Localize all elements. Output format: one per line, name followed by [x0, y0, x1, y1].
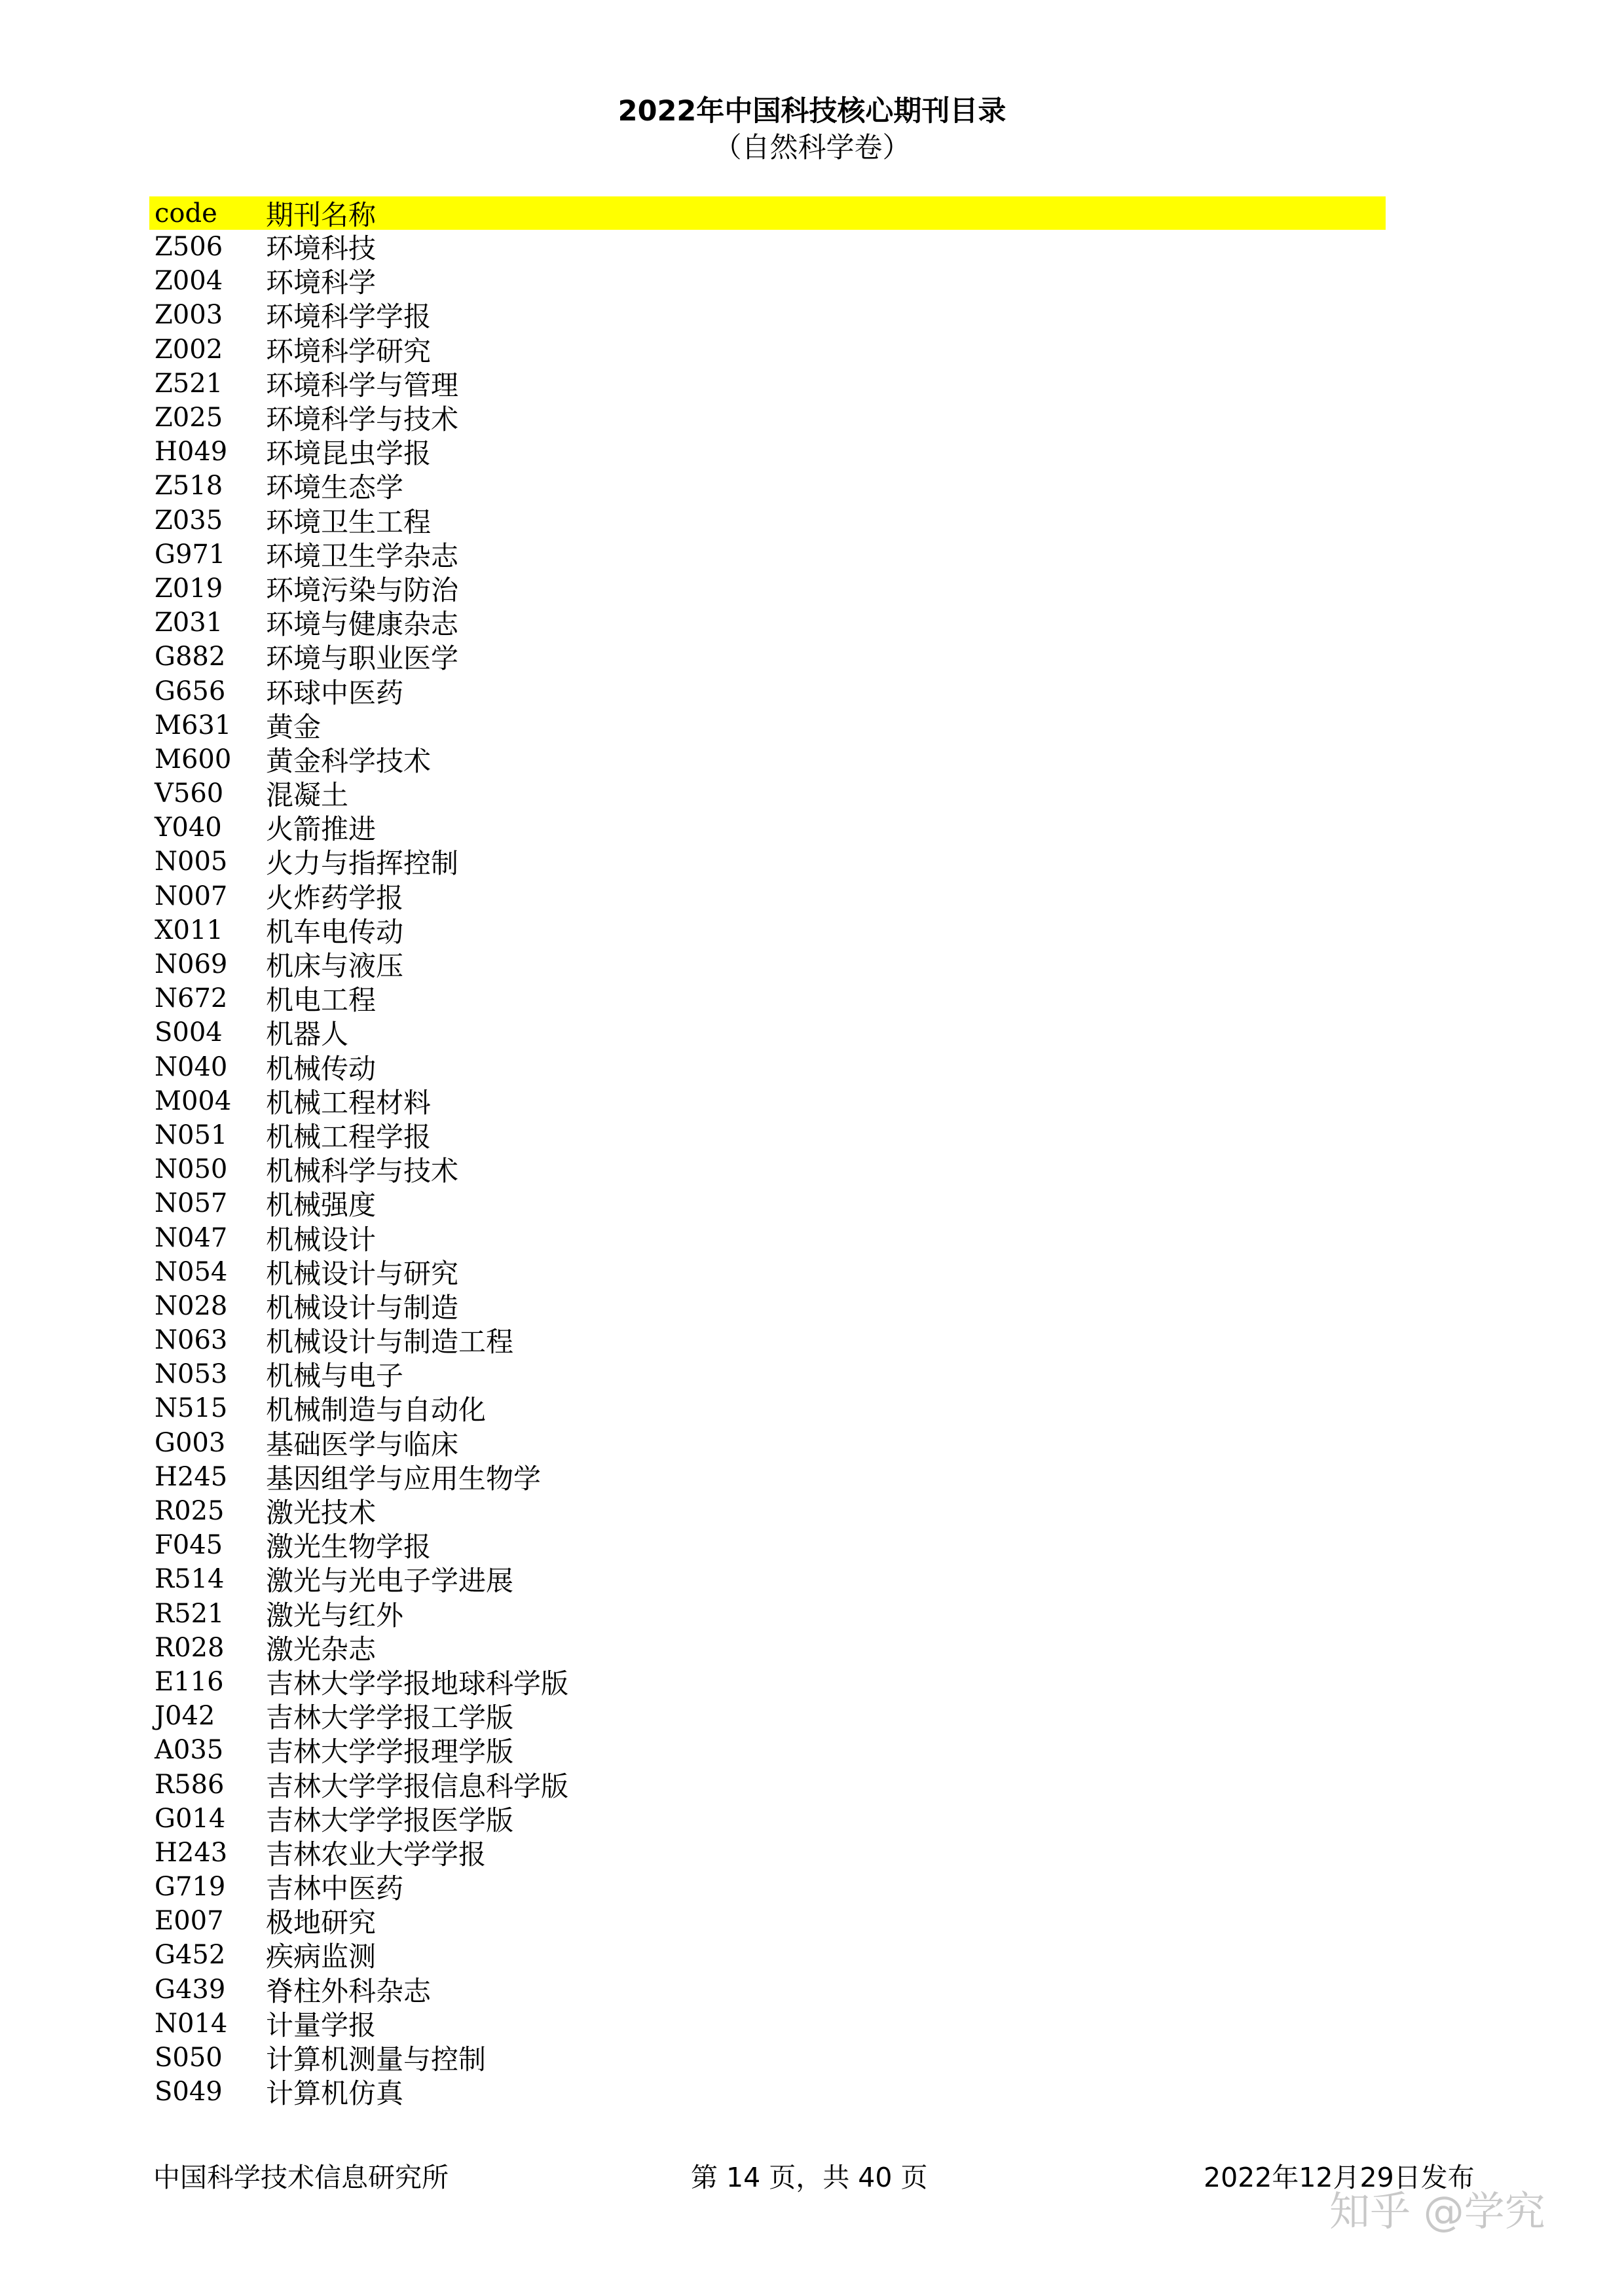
watermark: 知乎 @学究 [1329, 2187, 1545, 2235]
journal-name: 混凝土 [266, 779, 349, 812]
journal-name: 环境科学与技术 [266, 403, 459, 436]
table-row [149, 1562, 1386, 1596]
journal-code: Z035 [155, 505, 223, 536]
journal-name: 火炸药学报 [266, 881, 404, 914]
journal-name: 吉林大学学报理学版 [266, 1736, 514, 1768]
journal-name: 环境与职业医学 [266, 642, 459, 675]
journal-code: N063 [155, 1325, 228, 1356]
journal-name: 机械科学与技术 [266, 1155, 459, 1188]
journal-name: 机械制造与自动化 [266, 1394, 487, 1427]
table-row [149, 1118, 1386, 1152]
journal-code: N040 [155, 1051, 228, 1082]
table-row [149, 1767, 1386, 1801]
journal-name: 环球中医药 [266, 676, 404, 709]
journal-code: N014 [155, 2008, 228, 2039]
table-row [149, 1357, 1386, 1391]
journal-code: N069 [155, 949, 228, 980]
journal-name: 吉林农业大学学报 [266, 1838, 487, 1870]
journal-name: 机械强度 [266, 1189, 377, 1222]
journal-code: G882 [155, 642, 226, 672]
journal-code: F045 [155, 1530, 223, 1561]
table-row [149, 1528, 1386, 1562]
table-row [149, 1323, 1386, 1357]
table-row [149, 845, 1386, 879]
journal-name: 环境科学学报 [266, 301, 432, 333]
table-row [149, 947, 1386, 981]
footer-page-info: 第 14 页，共 40 页 [691, 2162, 928, 2193]
journal-code: Z518 [155, 471, 223, 501]
journal-name: 激光技术 [266, 1497, 377, 1529]
journal-code: A035 [155, 1735, 224, 1766]
table-row [149, 1050, 1386, 1084]
journal-code: Z506 [155, 232, 223, 263]
table-row [149, 776, 1386, 811]
table-row [149, 1289, 1386, 1323]
journal-code: S049 [155, 2077, 223, 2107]
table-row [149, 1973, 1386, 2007]
journal-name: 机电工程 [266, 984, 377, 1017]
journal-code: G719 [155, 1872, 226, 1903]
journal-name: 机械与电子 [266, 1360, 404, 1393]
journal-name: 环境卫生工程 [266, 505, 432, 538]
table-row [149, 1665, 1386, 1699]
table-row [149, 1699, 1386, 1733]
journal-code: Z003 [155, 300, 223, 331]
journal-name: 激光与光电子学进展 [266, 1565, 514, 1597]
table-row [149, 2041, 1386, 2075]
table-header-row [149, 196, 1386, 230]
journal-code: S004 [155, 1017, 223, 1048]
journal-code: M631 [155, 710, 232, 740]
journal-name: 机械传动 [266, 1052, 377, 1085]
table-row [149, 1015, 1386, 1049]
journal-code: V560 [155, 778, 224, 809]
table-row [149, 1255, 1386, 1289]
journal-code: H245 [155, 1461, 228, 1492]
column-header-journal-name: 期刊名称 [266, 198, 377, 231]
journal-code: Z002 [155, 334, 223, 365]
footer-publish-date: 2022年12月29日发布 [1204, 2162, 1475, 2193]
journal-name: 环境科技 [266, 232, 377, 265]
table-row [149, 333, 1386, 367]
journal-name: 黄金 [266, 710, 322, 743]
journal-name: 机械设计 [266, 1223, 377, 1256]
journal-name: 脊柱外科杂志 [266, 1975, 432, 2007]
journal-name: 环境与健康杂志 [266, 608, 459, 641]
table-row [149, 606, 1386, 640]
journal-code: R028 [155, 1632, 225, 1663]
table-row [149, 435, 1386, 469]
table-row [149, 1802, 1386, 1836]
journal-code: N054 [155, 1256, 228, 1287]
table-row [149, 503, 1386, 538]
journal-name: 极地研究 [266, 1906, 377, 1939]
table-row [149, 879, 1386, 913]
journal-code: G003 [155, 1427, 226, 1458]
table-row [149, 298, 1386, 332]
journal-code: N047 [155, 1222, 228, 1253]
footer-institution: 中国科学技术信息研究所 [153, 2162, 449, 2193]
table-row [149, 981, 1386, 1015]
table-row [149, 538, 1386, 572]
table-row [149, 1597, 1386, 1631]
table-row [149, 1904, 1386, 1938]
table-row [149, 708, 1386, 742]
journal-code: M600 [155, 744, 232, 774]
table-row [149, 1870, 1386, 1904]
journal-code: G014 [155, 1803, 226, 1834]
table-row [149, 2007, 1386, 2041]
journal-name: 计量学报 [266, 2009, 377, 2041]
table-row [149, 811, 1386, 845]
journal-code: N051 [155, 1120, 228, 1150]
journal-code: Z004 [155, 266, 223, 297]
table-row [149, 401, 1386, 435]
journal-code: R514 [155, 1564, 225, 1595]
table-row [149, 1836, 1386, 1870]
table-row [149, 367, 1386, 401]
table-row [149, 1460, 1386, 1494]
journal-name: 火箭推进 [266, 813, 377, 846]
journal-name: 计算机仿真 [266, 2077, 404, 2110]
journal-code: S050 [155, 2043, 223, 2073]
column-header-code: code [155, 198, 217, 228]
journal-code: E116 [155, 1666, 224, 1697]
table-row [149, 1186, 1386, 1220]
journal-name: 激光杂志 [266, 1633, 377, 1666]
journal-name: 吉林大学学报工学版 [266, 1702, 514, 1734]
journal-name: 环境科学研究 [266, 335, 432, 367]
table-row [149, 1733, 1386, 1767]
journal-name: 吉林大学学报医学版 [266, 1804, 514, 1836]
table-row [149, 1426, 1386, 1460]
table-row [149, 1152, 1386, 1186]
table-row [149, 1084, 1386, 1118]
journal-name: 机械工程材料 [266, 1086, 432, 1119]
journal-name: 机械设计与制造工程 [266, 1326, 514, 1358]
journal-code: N053 [155, 1359, 228, 1390]
journal-name: 计算机测量与控制 [266, 2043, 487, 2076]
table-row [149, 1631, 1386, 1665]
journal-name: 机器人 [266, 1018, 349, 1051]
table-row [149, 742, 1386, 776]
journal-code: H243 [155, 1837, 228, 1868]
journal-code: G971 [155, 539, 226, 570]
table-row [149, 1391, 1386, 1425]
journal-name: 环境科学与管理 [266, 369, 459, 401]
journal-code: N005 [155, 847, 228, 877]
journal-name: 机床与液压 [266, 950, 404, 983]
table-row [149, 640, 1386, 674]
journal-name: 吉林大学学报地球科学版 [266, 1667, 569, 1700]
journal-code: E007 [155, 1906, 224, 1937]
journal-code: G439 [155, 1974, 226, 2005]
journal-code: Z031 [155, 608, 223, 638]
journal-name: 激光与红外 [266, 1599, 404, 1631]
table-row [149, 913, 1386, 947]
table-body [149, 230, 1386, 2109]
journal-code: H049 [155, 437, 228, 467]
journal-code: R025 [155, 1496, 225, 1527]
journal-name: 基础医学与临床 [266, 1428, 459, 1461]
journal-name: 机车电传动 [266, 915, 404, 948]
journal-name: 机械设计与制造 [266, 1291, 459, 1324]
journal-code: N050 [155, 1154, 228, 1185]
journal-code: Y040 [155, 812, 222, 843]
table-row [149, 674, 1386, 708]
journal-name: 火力与指挥控制 [266, 847, 459, 880]
journal-name: 环境卫生学杂志 [266, 539, 459, 572]
journal-code: R521 [155, 1598, 225, 1629]
journal-name: 基因组学与应用生物学 [266, 1462, 542, 1495]
journal-name: 激光生物学报 [266, 1531, 432, 1563]
table-row [149, 1494, 1386, 1528]
table-row [149, 572, 1386, 606]
journal-code: G656 [155, 676, 226, 706]
journal-name: 机械工程学报 [266, 1120, 432, 1153]
table-row [149, 1220, 1386, 1254]
journal-name: 环境污染与防治 [266, 574, 459, 606]
journal-code: Z025 [155, 403, 223, 433]
journal-name: 环境科学 [266, 266, 377, 299]
journal-name: 疾病监测 [266, 1941, 377, 1973]
journal-name: 吉林中医药 [266, 1872, 404, 1905]
journal-code: N028 [155, 1290, 228, 1321]
table-row [149, 469, 1386, 503]
journal-code: X011 [155, 915, 223, 945]
page-title: 2022年中国科技核心期刊目录 [618, 95, 1006, 128]
journal-code: N057 [155, 1188, 228, 1219]
journal-code: Z019 [155, 573, 223, 604]
table-row [149, 2075, 1386, 2109]
journal-code: G452 [155, 1940, 226, 1971]
journal-name: 机械设计与研究 [266, 1257, 459, 1290]
journal-code: R586 [155, 1769, 225, 1800]
journal-code: N672 [155, 983, 228, 1014]
table-row [149, 1938, 1386, 1972]
page-subtitle: （自然科学卷） [713, 132, 911, 164]
journal-table [149, 196, 1386, 2109]
journal-code: Z521 [155, 368, 223, 399]
journal-code: J042 [155, 1701, 215, 1732]
journal-code: N007 [155, 881, 228, 911]
table-row [149, 230, 1386, 264]
journal-name: 黄金科学技术 [266, 744, 432, 777]
journal-name: 环境昆虫学报 [266, 437, 432, 470]
journal-code: M004 [155, 1085, 232, 1116]
journal-code: N515 [155, 1393, 228, 1424]
journal-name: 环境生态学 [266, 471, 404, 504]
table-row [149, 264, 1386, 298]
journal-name: 吉林大学学报信息科学版 [266, 1770, 569, 1802]
